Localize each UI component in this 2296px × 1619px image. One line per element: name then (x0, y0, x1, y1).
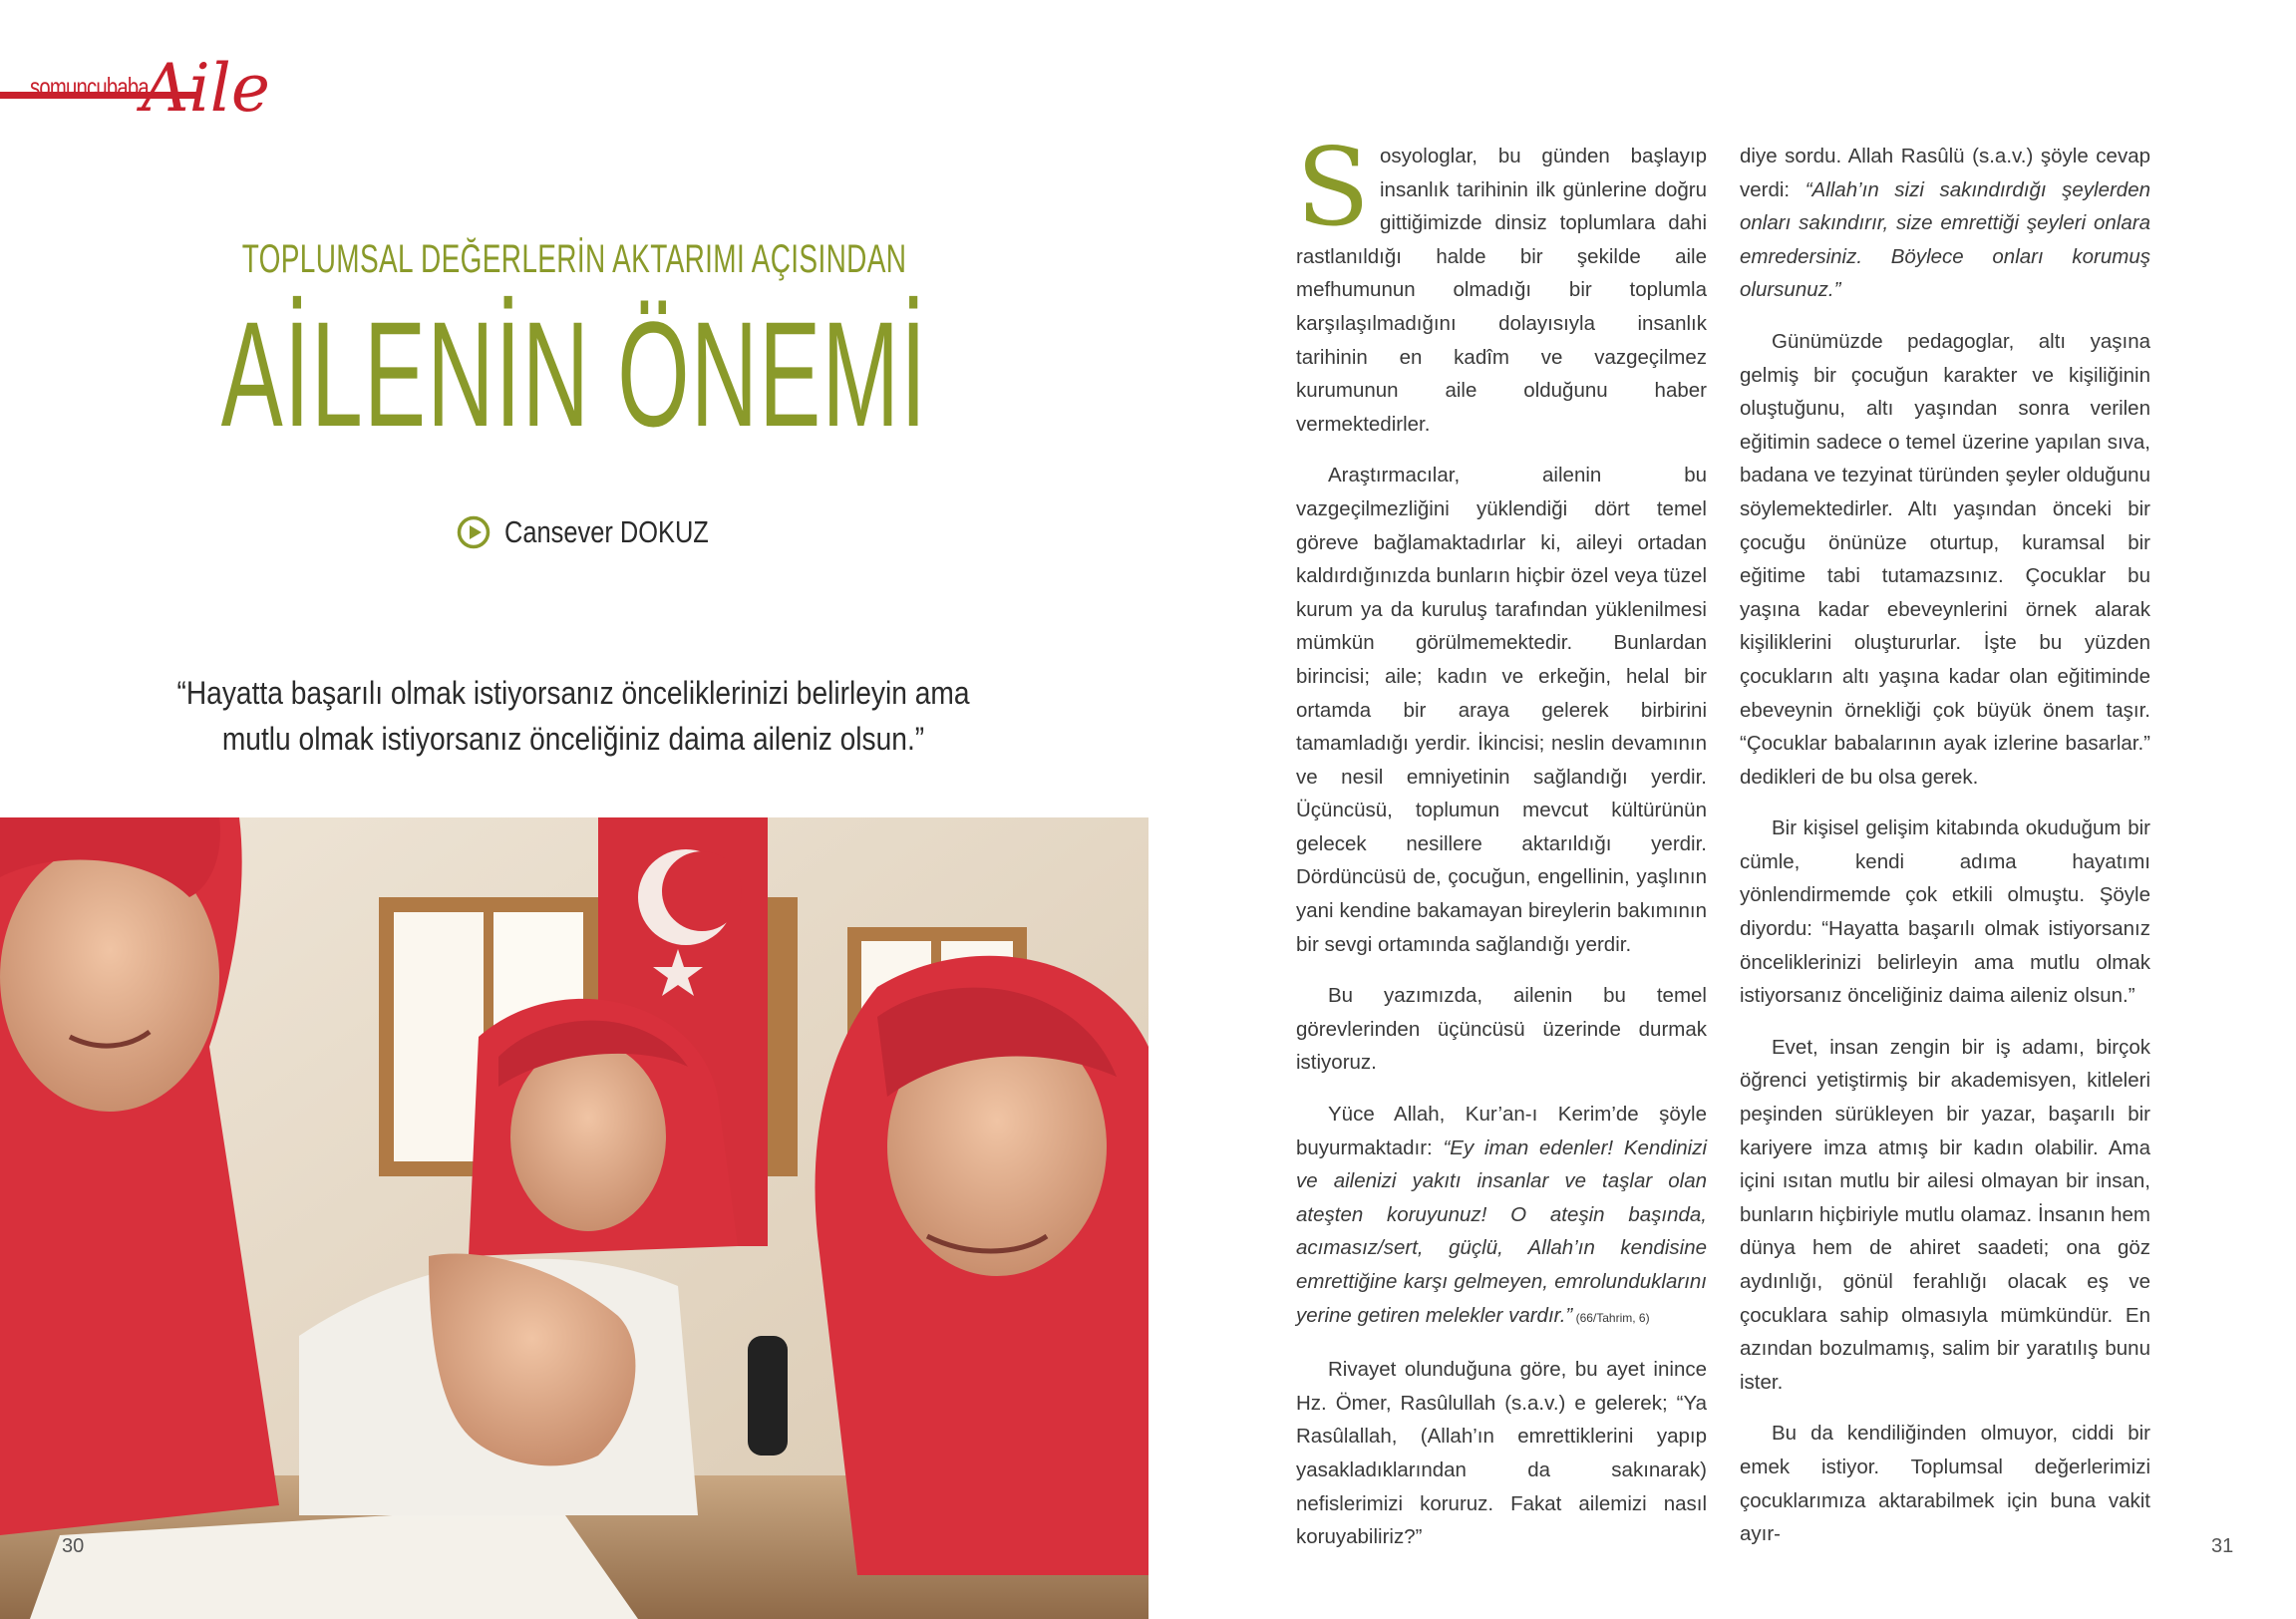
hadith-quote: “Allah’ın sizi sakındırdığı şeylerden onları sakındırır, size emrettiği şeyleri onlara emredersiniz. Böylece onları korumuş olursunuz.” (1740, 177, 2151, 302)
play-circle-icon (457, 515, 491, 549)
photo-illustration (0, 817, 1148, 1619)
paragraph: Bu yazımızda, ailenin bu temel görevlerinden üçüncüsü üzerinde durmak istiyoruz. (1296, 984, 1707, 1075)
paragraph: Rivayet olunduğuna göre, bu ayet inince Hz. Ömer, Rasûlullah (s.a.v.) e gelerek; “Ya Rasûlallah, (Allah’ın emrettiklerini yapıp yasakladıklarından da sakınarak) nefislerimizi koruruz. Fakat ailemizi nasıl koruyabiliriz?” (1296, 1358, 1707, 1549)
paragraph-text: osyologlar, bu günden başlayıp insanlık tarihinin ilk günlerine doğru gittiğimizde dinsiz toplumlara dahi rastlanıldığı halde bir şekilde aile mefhumunun olmadığı bir toplumla karşılaşılmadığını dolayısıyla insanlık tarihinin en kadîm ve vazgeçilmez kurumunun aile olduğunu haber vermektedirler. (1296, 145, 1707, 436)
text-column-1 (1296, 126, 1708, 1572)
paragraph: Araştırmacılar, ailenin bu vazgeçilmezliğini yüklendiği dört temel göreve bağlamaktadırlar ki, aileyi ortadan kaldırdığınızda bunların hiçbir özel veya tüzel kurum ya da kuruluş tarafından yüklenilmesi mümkün görülmemektedir. Bunlardan birincisi; aile; kadın ve erkeğin, helal bir ortamda bir araya gelerek birbirini tamamladığı yerdir. İkincisi; neslin devamının ve nesil emniyetinin sağlandığı yerdir. Üçüncüsü, toplumun mevcut kültürünün gelecek nesillere aktarıldığı yerdir. Dördüncüsü de, çocuğun, engellinin, yaşlının yani kendine bakamayan bireylerin bakımının bir sevgi ortamında sağlandığı yerdir. (1296, 464, 1707, 956)
paragraph: Bu da kendiliğinden olmuyor, ciddi bir emek istiyor. Toplumsal değerlerimizi çocuklarımıza aktarabilmek için buna vakit ayır- (1740, 1422, 2150, 1546)
page-number-left: 30 (62, 1535, 85, 1557)
author-name: Cansever DOKUZ (504, 514, 709, 549)
paragraph: Günümüzde pedagoglar, altı yaşına gelmiş bir çocuğun karakter ve kişiliğinin oluştuğunu, altı yaşından sonra verilen eğitimin sadece o temel üzerine yapılan sıva, badana ve tezyinat türünden şeyler olduğunu söylemektedirler. Altı yaşından önceki bir çocuğu önünüze oturtup, kuramsal bir eğitime tabi tutamazsınız. Çocuklar bu yaşına kadar ebeveynlerini örnek alarak kişiliklerini oluştururlar. İşte bu yüzden çocukların altı yaşına kadar olan eğitiminde ebeveynin örnekliği çok büyük önem taşır. “Çocuklar babalarının ayak izlerine basarlar.” dedikleri de bu olsa gerek. (1740, 329, 2150, 789)
paragraph-text: diye sordu. Allah Rasûlü (s.a.v.) şöyle cevap verdi: (1740, 145, 2150, 201)
pull-quote: “Hayatta başarılı olmak istiyorsanız önceliklerinizi belirleyin ama mutlu olmak istiyorsanız önceliğiniz daima aileniz olsun.” (176, 675, 970, 757)
article-photo (0, 817, 1148, 1619)
verse-quote: “Ey iman edenler! Kendinizi ve ailenizi yakıtı insanlar ve taşlar olan ateşten koruyunuz! O ateşin başında, acımasız/sert, güçlü, Allah’ın kendisine emrettiğine karşı gelmeyen, emrolunduklarını yerine getiren melekler vardır.” (1296, 1135, 1708, 1327)
page-number-right: 31 (2211, 1535, 2234, 1557)
paragraph (1296, 1098, 1707, 1335)
paragraph-text: Yüce Allah, Kur’an-ı Kerim’de şöyle buyurmaktadır: (1296, 1103, 1707, 1159)
article-kicker: TOPLUMSAL DEĞERLERİN AKTARIMI AÇISINDAN (241, 237, 907, 281)
text-column-2 (1740, 140, 2150, 1569)
paragraph (1296, 126, 1707, 441)
article-headline: AİLENİN ÖNEMİ (220, 290, 928, 458)
magazine-logo (0, 30, 270, 127)
logo-wordmark (30, 72, 149, 103)
drop-cap: S (1296, 126, 1370, 250)
right-page (1148, 0, 2296, 1619)
paragraph: Evet, insan zengin bir iş adamı, birçok öğrenci yetiştirmiş bir akademisyen, kitleleri peşinden sürükleyen bir yazar, başarılı bir kariyere imza atmış bir kadın olabilir. Ama içini ısıtan mutlu bir ailesi olmayan bir insan, bunların hiçbiriyle mutlu olamaz. İnsanın hem dünya hem de ahiret saadeti; ona göz aydınlığı, gönül ferahlığı olacak eş ve çocuklara sahip olmasıyla mümkündür. En azından bozulmamış, salim bir yaratılış bunu ister. (1740, 1035, 2150, 1394)
paragraph: Bir kişisel gelişim kitabında okuduğum bir cümle, kendi adıma hayatımı yönlendirmemde çok etkili olmuştu. Şöyle diyordu: “Hayatta başarılı olmak istiyorsanız önceliklerinizi belirleyin ama mutlu olmak istiyorsanız önceliğiniz daima aileniz olsun.” (1740, 816, 2150, 1008)
paragraph (1740, 140, 2150, 307)
logo-section-title: Aile (142, 50, 270, 127)
logo-text-b: baba (106, 72, 149, 102)
author-byline (457, 510, 754, 554)
logo-text-a: somuncu (30, 72, 107, 102)
verse-reference: (66/Tahrim, 6) (1572, 1310, 1650, 1325)
